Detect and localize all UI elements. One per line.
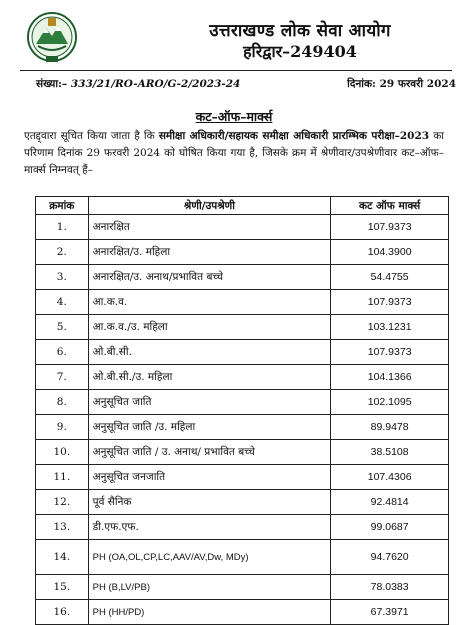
row-serial: 12.	[36, 490, 89, 515]
row-serial: 4.	[36, 290, 89, 315]
row-serial: 11.	[36, 465, 89, 490]
row-category: PH (OA,OL,CP,LC,AAV/AV,Dw, MDy)	[88, 540, 331, 575]
row-marks: 107.9373	[331, 290, 449, 315]
row-category: डी.एफ.एफ.	[88, 515, 331, 540]
row-serial: 2.	[36, 240, 89, 265]
exam-name: समीक्षा अधिकारी/सहायक समीक्षा अधिकारी प्रारम्भिक परीक्षा–2023	[158, 130, 430, 142]
table-row	[36, 340, 449, 365]
table-row	[36, 465, 449, 490]
row-marks: 78.0383	[331, 575, 449, 600]
row-marks: 99.0687	[331, 515, 449, 540]
table-header-row	[36, 197, 449, 215]
row-marks: 94.7620	[331, 540, 449, 575]
row-category: अनुसूचित जनजाति	[88, 465, 331, 490]
row-serial: 15.	[36, 575, 89, 600]
row-marks: 102.1095	[331, 390, 449, 415]
row-category: आ.क.व./उ. महिला	[88, 315, 331, 340]
row-marks: 89.9478	[331, 415, 449, 440]
date-value: 29 फरवरी 2024	[379, 78, 456, 90]
notice-body: का परिणाम दिनांक 29 फरवरी 2024 को घोषित किया गया है, जिसके क्रम में श्रेणीवार/उपश्रेणीवार कट–ऑफ–मार्क्स निम्नवत् हैं–	[24, 130, 445, 176]
header-category: श्रेणी/उपश्रेणी	[88, 197, 331, 215]
table-row	[36, 240, 449, 265]
header-marks: कट ऑफ मार्क्स	[331, 197, 449, 215]
row-category: अनारक्षित	[88, 215, 331, 240]
row-serial: 14.	[36, 540, 89, 575]
row-marks: 103.1231	[331, 315, 449, 340]
table-row	[36, 415, 449, 440]
reference-number	[36, 77, 240, 91]
row-category: अनुसूचित जाति /उ. महिला	[88, 415, 331, 440]
table-row	[36, 540, 449, 575]
table-row	[36, 215, 449, 240]
letterhead	[0, 0, 468, 72]
uttarakhand-emblem-icon	[26, 10, 78, 66]
issue-date	[347, 77, 456, 91]
row-serial: 10.	[36, 440, 89, 465]
reference-line	[36, 77, 456, 95]
row-category: PH (HH/PD)	[88, 600, 331, 625]
reference-label: संख्या:–	[36, 78, 68, 90]
organization-name: उत्तराखण्ड लोक सेवा आयोग	[209, 21, 391, 41]
row-category: ओ.बी.सी./उ. महिला	[88, 365, 331, 390]
row-category: आ.क.व.	[88, 290, 331, 315]
table-row	[36, 390, 449, 415]
table-row	[36, 600, 449, 625]
table-row	[36, 290, 449, 315]
header-serial: क्रमांक	[36, 197, 89, 215]
row-category: PH (B,LV/PB)	[88, 575, 331, 600]
row-serial: 3.	[36, 265, 89, 290]
row-serial: 1.	[36, 215, 89, 240]
row-marks: 104.1366	[331, 365, 449, 390]
row-serial: 13.	[36, 515, 89, 540]
date-label: दिनांक:	[347, 78, 376, 90]
row-category: ओ.बी.सी.	[88, 340, 331, 365]
notice-paragraph	[24, 128, 444, 179]
header-divider	[20, 70, 452, 71]
row-serial: 5.	[36, 315, 89, 340]
row-marks: 67.3971	[331, 600, 449, 625]
row-marks: 38.5108	[331, 440, 449, 465]
row-serial: 7.	[36, 365, 89, 390]
row-category: अनुसूचित जाति / उ. अनाथ/ प्रभावित बच्चे	[88, 440, 331, 465]
table-row	[36, 440, 449, 465]
table-row	[36, 515, 449, 540]
row-category: अनारक्षित/उ. महिला	[88, 240, 331, 265]
row-marks: 107.9373	[331, 215, 449, 240]
table-row	[36, 315, 449, 340]
table-row	[36, 490, 449, 515]
organization-address: हरिद्वार–249404	[243, 42, 357, 61]
table-row	[36, 265, 449, 290]
notice-intro: एतद्द्वारा सूचित किया जाता है कि	[24, 130, 159, 142]
row-category: अनुसूचित जाति	[88, 390, 331, 415]
table-row	[36, 365, 449, 390]
row-marks: 104.3900	[331, 240, 449, 265]
row-serial: 9.	[36, 415, 89, 440]
table-row	[36, 575, 449, 600]
row-serial: 16.	[36, 600, 89, 625]
document-title: कट–ऑफ–मार्क्स	[195, 109, 273, 124]
row-marks: 92.4814	[331, 490, 449, 515]
reference-value: 333/21/RO-ARO/G-2/2023-24	[70, 78, 241, 90]
row-marks: 54.4755	[331, 265, 449, 290]
row-serial: 6.	[36, 340, 89, 365]
row-marks: 107.9373	[331, 340, 449, 365]
row-category: अनारक्षित/उ. अनाथ/प्रभावित बच्चे	[88, 265, 331, 290]
row-category: पूर्व सैनिक	[88, 490, 331, 515]
row-marks: 107.4306	[331, 465, 449, 490]
cutoff-table	[35, 196, 449, 625]
row-serial: 8.	[36, 390, 89, 415]
